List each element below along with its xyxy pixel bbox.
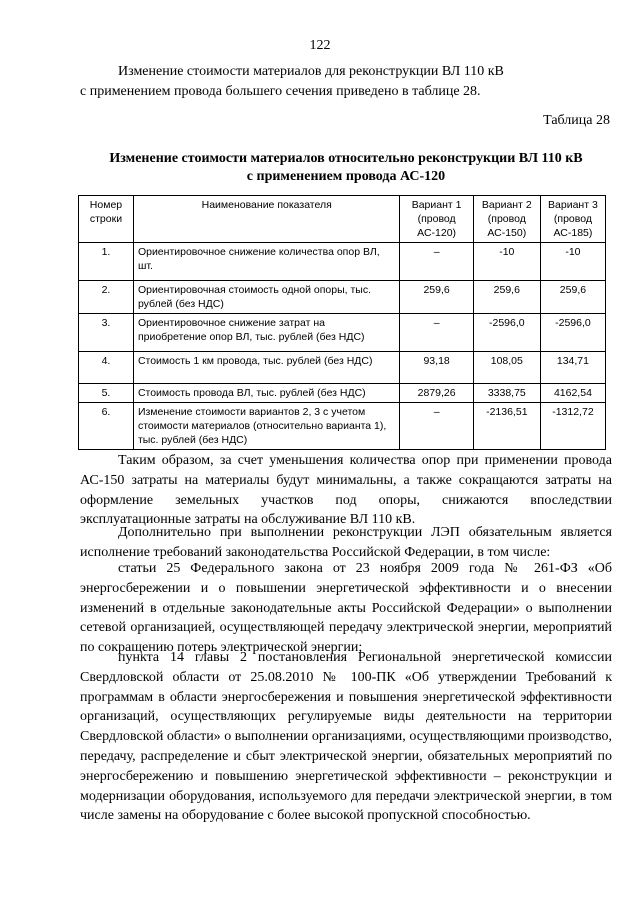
page-number: 122 [309, 38, 331, 53]
header-variant-3: Вариант 3 (провод АС-185) [540, 196, 605, 243]
header-row-number: Номер строки [79, 196, 134, 243]
row-variant-2: -2596,0 [473, 314, 540, 352]
table-row [79, 352, 606, 384]
row-variant-1: 93,18 [400, 352, 473, 384]
row-variant-1: 259,6 [400, 281, 473, 314]
row-name: Ориентировочное снижение количества опор ВЛ, шт. [133, 243, 400, 281]
intro-line-1: Изменение стоимости материалов для реконструкции ВЛ 110 кВ [118, 64, 504, 79]
row-name: Изменение стоимости вариантов 2, 3 с учетом стоимости материалов (относительно варианта 1), тыс. рублей (без НДС) [133, 403, 400, 450]
row-variant-3: -10 [540, 243, 605, 281]
row-name: Стоимость провода ВЛ, тыс. рублей (без НДС) [133, 384, 400, 403]
table-caption [80, 150, 612, 186]
table-header-row [79, 196, 606, 243]
row-variant-1: – [400, 243, 473, 281]
table-label: Таблица 28 [543, 113, 610, 128]
paragraph-regional-resolution: пункта 14 главы 2 постановления Региональной энергетической комиссии Свердловской области от 25.08.2010 № 100-ПК «Об утверждении Требований к программам в области энергосбережения и повышения энергетической эффективности организаций, осуществляющих регулируемые виды деятельности на территории Свердловской области» о выполнении организациями, осуществляющими производство, передачу, распределение и сбыт электрической энергии, обязательных мероприятий по энергосбережению и повышению энергетической эффективности – реконструкции и модернизации оборудования, используемого для передачи электрической энергии, в том числе замены на оборудование с более высокой пропускной способностью. [80, 650, 612, 824]
table-row [79, 243, 606, 281]
row-variant-2: 108,05 [473, 352, 540, 384]
row-variant-1: – [400, 314, 473, 352]
intro-line-2: с применением провода большего сечения приведено в таблице 28. [80, 83, 481, 99]
header-variant-2: Вариант 2 (провод АС-150) [473, 196, 540, 243]
row-number: 6. [79, 403, 134, 450]
row-name: Ориентировочное снижение затрат на приобретение опор ВЛ, тыс. рублей (без НДС) [133, 314, 400, 352]
paragraph-summary: Таким образом, за счет уменьшения количества опор при применении провода АС-150 затраты на материалы будут минимальны, а также сокращаются затраты на оформление земельных участков под опоры, снижаются впоследствии эксплуатационные затраты на обслуживание ВЛ 110 кВ. [80, 453, 612, 528]
table-caption-line-1: Изменение стоимости материалов относительно реконструкции ВЛ 110 кВ [109, 151, 583, 166]
paragraph-federal-law: статьи 25 Федерального закона от 23 ноября 2009 года № 261-ФЗ «Об энергосбережении и о повышении энергетической эффективности и о внесении изменений в отдельные законодательные акты Российской Федерации» о выполнении сетевой организацией, осуществляющей передачу электрической энергии, мероприятий по сокращению потерь электрической энергии; [80, 561, 612, 656]
header-variant-1: Вариант 1 (провод АС-120) [400, 196, 473, 243]
row-variant-2: 259,6 [473, 281, 540, 314]
row-number: 1. [79, 243, 134, 281]
intro-paragraph [80, 62, 612, 102]
row-variant-1: – [400, 403, 473, 450]
row-variant-2: 3338,75 [473, 384, 540, 403]
table-row [79, 314, 606, 352]
table-row [79, 384, 606, 403]
row-variant-3: -2596,0 [540, 314, 605, 352]
table-caption-line-2: с применением провода АС-120 [246, 169, 446, 184]
row-variant-3: 134,71 [540, 352, 605, 384]
row-number: 3. [79, 314, 134, 352]
row-number: 5. [79, 384, 134, 403]
header-indicator-name: Наименование показателя [133, 196, 400, 243]
row-variant-3: 4162,54 [540, 384, 605, 403]
paragraph-requirements: Дополнительно при выполнении реконструкции ЛЭП обязательным является исполнение требований законодательства Российской Федерации, в том числе: [80, 525, 612, 560]
row-name: Ориентировочная стоимость одной опоры, тыс. рублей (без НДС) [133, 281, 400, 314]
row-number: 4. [79, 352, 134, 384]
table-row [79, 281, 606, 314]
cost-table [78, 195, 606, 450]
row-variant-3: -1312,72 [540, 403, 605, 450]
row-variant-3: 259,6 [540, 281, 605, 314]
table-row [79, 403, 606, 450]
row-variant-2: -2136,51 [473, 403, 540, 450]
row-variant-1: 2879,26 [400, 384, 473, 403]
row-number: 2. [79, 281, 134, 314]
row-variant-2: -10 [473, 243, 540, 281]
row-name: Стоимость 1 км провода, тыс. рублей (без НДС) [133, 352, 400, 384]
